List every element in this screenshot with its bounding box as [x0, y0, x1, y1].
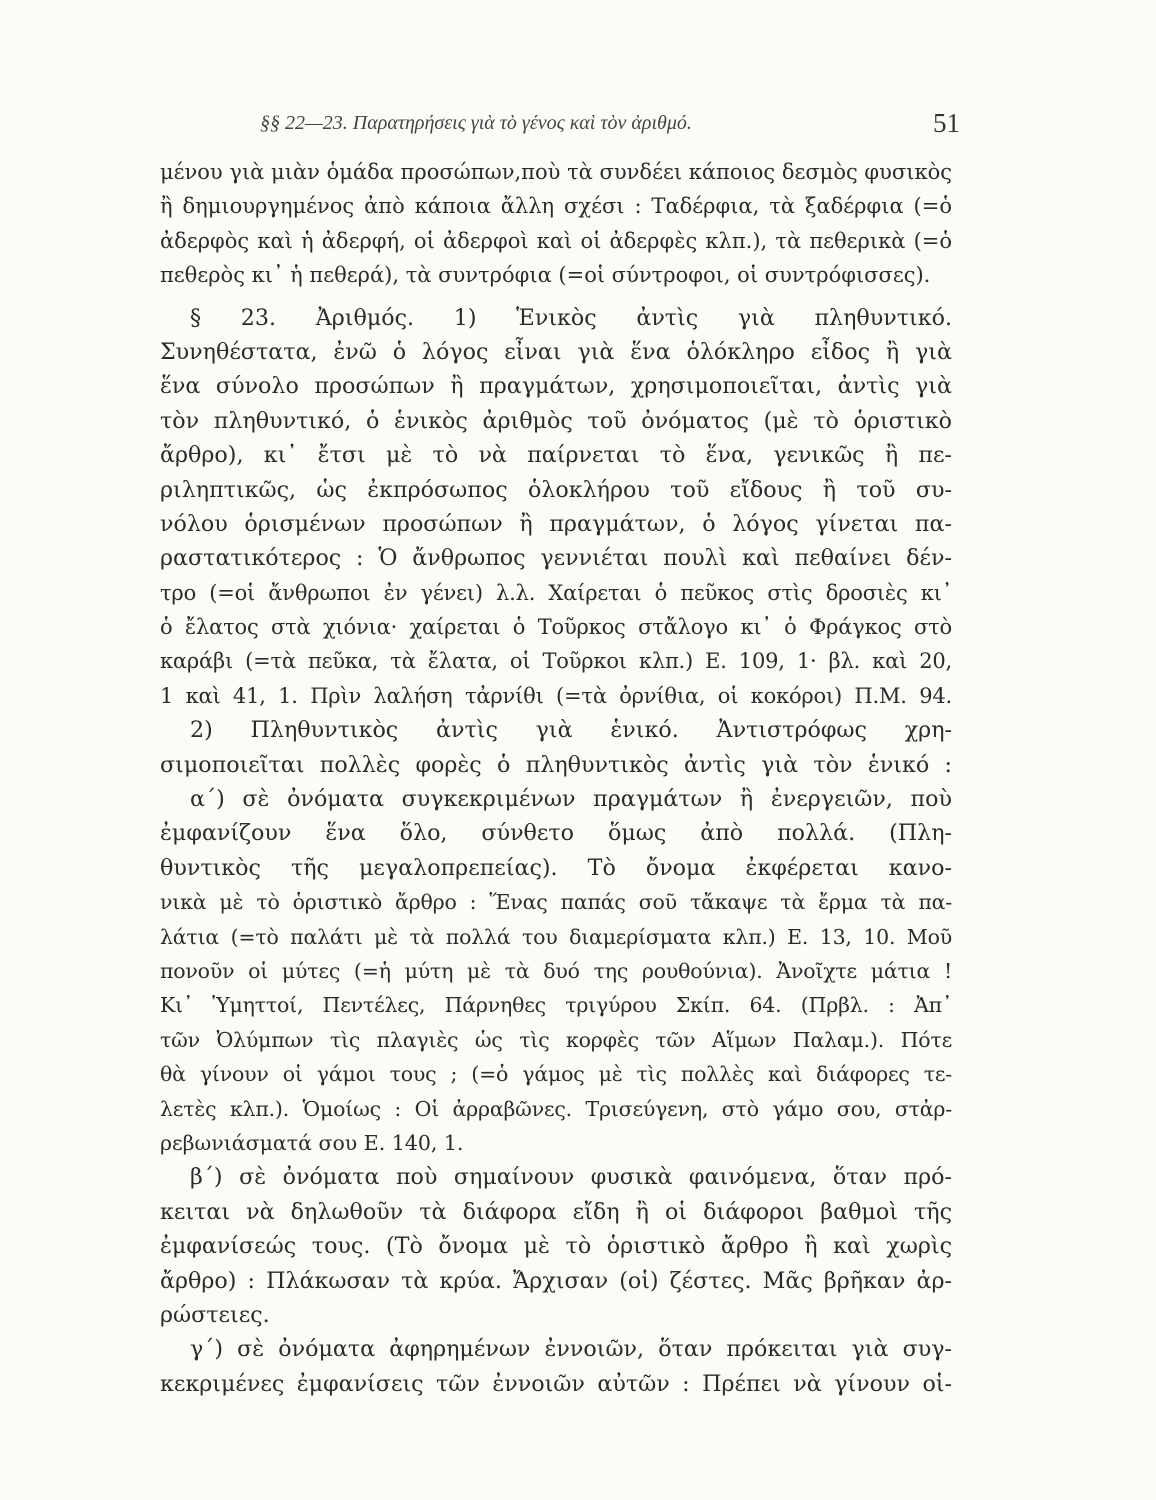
body-text — [160, 155, 952, 1401]
text-line: θυντικὸς τῆς μεγαλοπρεπείας). Τὸ ὄνομα ἐκφέρεται κανο- — [160, 854, 952, 881]
text-line: πονοῦν οἱ μύτες (=ἡ μύτη μὲ τὰ δυό της ρουθούνια). Ἀνοῖχτε μάτια ! — [160, 958, 952, 983]
text-line: ἄρθρο), κι᾽ ἔτσι μὲ τὸ νὰ παίρνεται τὸ ἕνα, γενικῶς ἢ πε- — [160, 442, 952, 469]
page-number: 51 — [933, 108, 960, 138]
text-line: ραστατικότερος : Ὁ ἄνθρωπος γεννιέται πουλὶ καὶ πεθαίνει δέν- — [160, 545, 952, 572]
text-line: ἐμφανίζουν ἕνα ὅλο, σύνθετο ὅμως ἀπὸ πολλά. (Πλη- — [160, 820, 952, 847]
text-line: ρεβωνιάσματά σου Ε. 140, 1. — [160, 1130, 464, 1155]
text-line: καράβι (=τὰ πεῦκα, τὰ ἔλατα, οἱ Τοῦρκοι κλπ.) Ε. 109, 1· βλ. καὶ 20, — [160, 649, 952, 674]
text-line: ἄρθρο) : Πλάκωσαν τὰ κρύα. Ἄρχισαν (οἱ) ζέστες. Μᾶς βρῆκαν ἀρ- — [160, 1267, 952, 1294]
text-line: ἀδερφὸς καὶ ἡ ἀδερφή, οἱ ἀδερφοὶ καὶ οἱ ἀδερφὲς κλπ.), τὰ πεθερικὰ (=ὁ — [160, 228, 952, 253]
text-line: ἕνα σύνολο προσώπων ἢ πραγμάτων, χρησιμοποιεῖται, ἀντὶς γιὰ — [160, 373, 952, 400]
text-line: γ΄) σὲ ὀνόματα ἀφηρημένων ἐννοιῶν, ὅταν πρόκειται γιὰ συγ- — [190, 1336, 952, 1363]
text-line: τῶν Ὀλύμπων τὶς πλαγιὲς ὡς τὶς κορφὲς τῶν Αἵμων Παλαμ.). Πότε — [160, 1027, 952, 1052]
text-line: τὸν πληθυντικό, ὁ ἑνικὸς ἀριθμὸς τοῦ ὀνόματος (μὲ τὸ ὁριστικὸ — [160, 407, 952, 434]
text-line: ὁ ἔλατος στὰ χιόνια· χαίρεται ὁ Τοῦρκος στἄλογο κι᾽ ὁ Φράγκος στὸ — [160, 615, 952, 640]
text-line: κεκριμένες ἐμφανίσεις τῶν ἐννοιῶν αὐτῶν : Πρέπει νὰ γίνουν οἱ- — [160, 1370, 952, 1397]
text-line: Συνηθέστατα, ἐνῶ ὁ λόγος εἶναι γιὰ ἕνα ὁλόκληρο εἶδος ἢ γιὰ — [160, 338, 952, 365]
text-line: λάτια (=τὸ παλάτι μὲ τὰ πολλά του διαμερίσματα κλπ.) Ε. 13, 10. Μοῦ — [160, 924, 952, 949]
text-line: 1 καὶ 41, 1. Πρὶν λαλήση τἀρνίθι (=τὰ ὀρνίθια, οἱ κοκόροι) Π.Μ. 94. — [160, 683, 952, 708]
text-line: πεθερὸς κι᾽ ἡ πεθερά), τὰ συντρόφια (=οἱ σύντροφοι, οἱ συντρόφισσες). — [160, 263, 931, 288]
text-line: ριληπτικῶς, ὡς ἐκπρόσωπος ὁλοκλήρου τοῦ εἴδους ἢ τοῦ συ- — [160, 476, 952, 503]
text-line: τρο (=οἱ ἄνθρωποι ἐν γένει) λ.λ. Χαίρεται ὁ πεῦκος στὶς δροσιὲς κι᾽ — [160, 580, 952, 605]
text-line: β΄) σὲ ὀνόματα ποὺ σημαίνουν φυσικὰ φαινόμενα, ὅταν πρό- — [190, 1164, 952, 1191]
running-head — [160, 108, 960, 144]
running-title: §§ 22—23. Παρατηρήσεις γιὰ τὸ γένος καὶ τὸν ἀριθμό. — [260, 112, 692, 134]
text-line: ρώστειες. — [160, 1301, 270, 1328]
text-line: λετὲς κλπ.). Ὁμοίως : Οἱ ἀρραβῶνες. Τρισεύγενη, στὸ γάμο σου, στἀρ- — [160, 1096, 952, 1121]
text-line: θὰ γίνουν οἱ γάμοι τους ; (=ὁ γάμος μὲ τὶς πολλὲς καὶ διάφορες τε- — [160, 1062, 952, 1087]
text-line: α΄) σὲ ὀνόματα συγκεκριμένων πραγμάτων ἢ ἐνεργειῶν, ποὺ — [190, 786, 952, 813]
text-line: μένου γιὰ μιὰν ὁμάδα προσώπων,ποὺ τὰ συνδέει κάποιος δεσμὸς φυσικὸς — [160, 160, 952, 184]
section-heading: § 23. Ἀριθμός. 1) Ἑνικὸς ἀντὶς γιὰ πληθυντικό. — [190, 304, 952, 331]
text-line: ἐμφανίσεώς τους. (Τὸ ὄνομα μὲ τὸ ὁριστικὸ ἄρθρο ἢ καὶ χωρὶς — [160, 1233, 952, 1260]
section-heading: 2) Πληθυντικὸς ἀντὶς γιὰ ἑνικό. Ἀντιστρόφως χρη- — [190, 717, 952, 744]
text-line: νόλου ὁρισμένων προσώπων ἢ πραγμάτων, ὁ λόγος γίνεται πα- — [160, 510, 952, 537]
text-line: ἢ δημιουργημένος ἀπὸ κάποια ἄλλη σχέσι : Ταδέρφια, τὰ ξαδέρφια (=ὁ — [160, 194, 952, 219]
text-line: Κι᾽ Ὑμηττοί, Πεντέλες, Πάρνηθες τριγύρου Σκίπ. 64. (Πρβλ. : Ἀπ᾽ — [160, 993, 952, 1018]
text-line: νικὰ μὲ τὸ ὁριστικὸ ἄρθρο : Ἕνας παπάς σοῦ τἄκαψε τὰ ἔρμα τὰ πα- — [160, 890, 952, 915]
text-line: κειται νὰ δηλωθοῦν τὰ διάφορα εἴδη ἢ οἱ διάφοροι βαθμοὶ τῆς — [160, 1198, 952, 1225]
text-line: σιμοποιεῖται πολλὲς φορὲς ὁ πληθυντικὸς ἀντὶς γιὰ τὸν ἑνικό : — [160, 751, 952, 778]
